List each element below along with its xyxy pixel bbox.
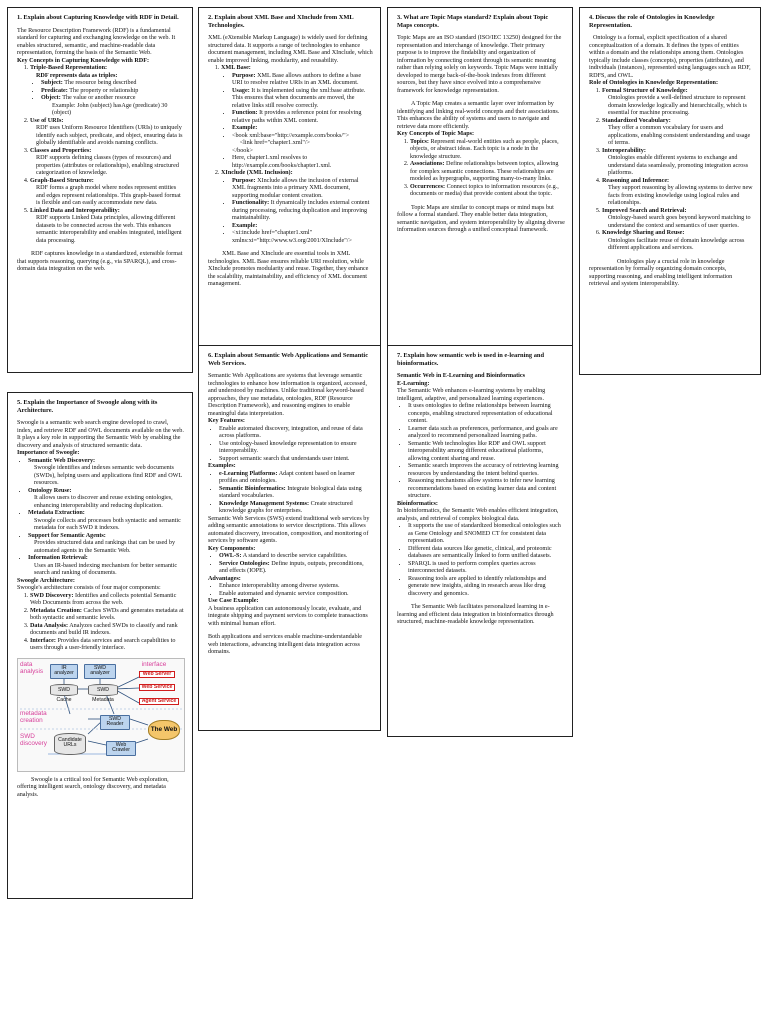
- swoogle-architecture-list: [17, 593, 185, 653]
- swoogle-outro: Swoogle is a critical tool for Semantic Web exploration, offering intelligent search, ontology discovery, and metadata analysis.: [17, 776, 169, 798]
- metadata-creation-label: metadata creation: [20, 709, 47, 724]
- sws-advantages-heading: Advantages:: [208, 575, 241, 582]
- elearn-title: 7. Explain how semantic web is used in e-learning and bioinformatics.: [397, 352, 545, 367]
- sws-examples-list: [208, 471, 373, 516]
- elearning-bioinformatics-box: [387, 345, 573, 737]
- sws-component-item: • Service Ontologies: Define inputs, outputs, preconditions, and effects (IOPE).: [219, 561, 373, 576]
- sws-intro: Semantic Web Applications are systems that leverage semantic technologies to enhance how information is organized, accessed, and understood by machines. Unlike traditional keyword-based approaches, they use metadata, ontologies, RDF (Resource Description Framework), and reasoning engines to enable meaningful data interpretation.: [208, 373, 367, 417]
- rdf-concept-item: 3. Classes and Properties: RDF supports defining classes (types of resources) and properties (attributes or relationships), enabling structured categorization of knowledge.: [30, 148, 185, 178]
- xml-answer-box: [198, 7, 381, 362]
- bio-list: [397, 523, 565, 598]
- elearn-list: [397, 403, 565, 501]
- swoogle-importance-list: [17, 458, 185, 578]
- elearn-intro: The Semantic Web enhances e-learning systems by enabling intelligent, adaptive, and personalized learning experiences.: [397, 388, 546, 402]
- the-web-node: The Web: [148, 720, 180, 740]
- topic-concept-item: 1. Topics: Represent real-world entities such as people, places, objects, or abstract ideas. Each topic is a node in the knowledge structure.: [410, 139, 565, 162]
- rdf-concept-item: 4. Graph-Based Structure: RDF forms a graph model where nodes represent entities and edges represent relationships. This graph-based format is flexible and can easily accommodate new data.: [30, 178, 185, 208]
- onto-role-heading: Role of Ontologies in Knowledge Representation:: [589, 80, 719, 87]
- rdf-triple-item: • Subject: The resource being described: [41, 80, 185, 88]
- sws-feature-item: • Use ontology-based knowledge representation to ensure interoperability.: [219, 441, 373, 456]
- rdf-outro: RDF captures knowledge in a standardized, extensible format that supports reasoning, querying (e.g., via SPARQL), and cross-domain data integration on the web.: [17, 251, 183, 273]
- rdf-triple-item: • Object: The value or another resource: [41, 95, 185, 103]
- sws-components-list: [208, 553, 373, 576]
- rdf-triple-item: • Predicate: The property or relationship: [41, 88, 185, 96]
- swd-cache-node: SWD Cache: [50, 684, 78, 696]
- onto-role-item: 5. Improved Search and Retrieval: Ontology-based search goes beyond keyword matching to understand the context and semantics of user queries.: [602, 208, 753, 231]
- swoogle-importance-item: • Semantic Web Discovery: Swoogle identifies and indexes semantic web documents (SWDs), helping users and applications find RDF and OWL resources.: [28, 458, 185, 488]
- xml-base-point: • Usage: It is implemented using the xml:base attribute. This ensures that when documents are moved, the relative links still resolve correctly.: [232, 88, 373, 111]
- swoogle-architecture-diagram: [17, 658, 185, 772]
- bio-item: • Different data sources like genetic, clinical, and proteomic databases are semantically linked to form unified datasets.: [408, 546, 565, 561]
- sws-component-item: • OWL-S: A standard to describe service capabilities.: [219, 553, 373, 561]
- semantic-web-services-box: [198, 345, 381, 731]
- onto-role-item: 4. Reasoning and Inference: They support reasoning by allowing systems to derive new facts from existing knowledge using logical rules and relationships.: [602, 178, 753, 208]
- bio-intro: In bioinformatics, the Semantic Web enables efficient integration, analysis, and retrieval of complex biological data.: [397, 508, 559, 522]
- rdf-concept-title: Triple-Based Representation:: [30, 65, 108, 72]
- rdf-concept-list: [17, 65, 185, 245]
- swoogle-importance-heading: Importance of Swoogle:: [17, 450, 80, 457]
- bio-item: • SPARQL is used to perform complex queries across interconnected datasets.: [408, 561, 565, 576]
- xml-base-point: • Example:: [232, 125, 373, 133]
- topic-intro-2: A Topic Map creates a semantic layer over information by identifying and linking real-world concepts and their associations. This enhances the ability of systems and users to navigate and retrieve data more efficiently.: [397, 101, 560, 130]
- onto-role-item: 3. Interoperability: Ontologies enable different systems to exchange and understand data seamlessly, promoting integration across platforms.: [602, 148, 753, 178]
- sws-components-heading: Key Components:: [208, 545, 256, 552]
- xml-base-point: • Function: It provides a reference point for resolving relative paths within XML content.: [232, 110, 373, 125]
- swoogle-importance-item: • Ontology Reuse: It allows users to discover and reuse existing ontologies, enhancing interoperability and reducing duplication.: [28, 488, 185, 511]
- swd-reader-node: SWD Reader: [100, 715, 130, 730]
- swoogle-importance-item: • Support for Semantic Agents: Provides structured data and rankings that can be used by automated agents in the Semantic Web.: [28, 533, 185, 556]
- sws-features-heading: Key Features:: [208, 418, 245, 425]
- rdf-concept-item: 2. Use of URIs: RDF uses Uniform Resource Identifiers (URIs) to uniquely identify each subject, predicate, and object, ensuring data is globally identifiable and avoids naming conflicts.: [30, 118, 185, 148]
- sws-feature-item: • Support semantic search that understands user intent.: [219, 456, 373, 464]
- bio-item: • It supports the use of standardized biomedical ontologies such as Gene Ontology and SNOMED CT for consistent data representation.: [408, 523, 565, 546]
- swoogle-architecture-item: 4. Interface: Provides data services and search capabilities to users through a user-friendly interface.: [30, 638, 185, 653]
- elearn-outro: The Semantic Web facilitates personalized learning in e-learning and efficient data integration in bioinformatics through structured, machine-readable knowledge representation.: [397, 604, 554, 626]
- ontologies-answer-box: [579, 7, 761, 375]
- rdf-concept-item: [30, 65, 185, 118]
- xml-base-point: • Purpose: XML Base allows authors to define a base URI to resolve relative URIs in an XML document.: [232, 73, 373, 88]
- sws-examples-heading: Examples:: [208, 463, 236, 470]
- swoogle-architecture-item: 3. Data Analysis: Analyzes cached SWDs to classify and rank documents and build IR indexes.: [30, 623, 185, 638]
- agent-service-node: Agent Service: [139, 698, 179, 705]
- xml-xinclude-code: • <xi:include href="chapter1.xml" xmlns:xi="http://www.w3.org/2001/XInclude"/>: [232, 230, 373, 245]
- topic-maps-answer-box: [387, 7, 573, 346]
- rdf-concept-text: RDF represents data as triples:: [36, 72, 118, 79]
- sws-usecase-heading: Use Case Example:: [208, 598, 259, 605]
- sws-outro: Both applications and services enable machine-understandable web interactions, advancing intelligent data integration across domains.: [208, 634, 362, 656]
- swoogle-architecture-item: 2. Metadata Creation: Caches SWDs and generates metadata at both syntactic and semantic levels.: [30, 608, 185, 623]
- xml-base-here: • Here, chapter1.xml resolves to http://example.com/books/chapter1.xml.: [232, 155, 373, 170]
- onto-role-item: 1. Formal Structure of Knowledge: Ontologies provide a well-defined structure to represent domain knowledge logically and hierarchically, which is essential for machine processing.: [602, 88, 753, 118]
- onto-outro: Ontologies play a crucial role in knowledge representation by formally organizing domain concepts, supporting reasoning, and enabling intelligent information retrieval and system interoperability.: [589, 258, 733, 288]
- swd-metadata-node: SWD Metadata: [88, 684, 118, 696]
- data-analysis-label: data analysis: [20, 660, 44, 675]
- sws-usecase-text: A business application can autonomously locate, evaluate, and integrate shipping and payment services to complete transactions with minimal human effort.: [208, 605, 368, 627]
- onto-intro: Ontology is a formal, explicit specification of a shared conceptualization of a domain. It defines the types of entities within a domain and the relationships among them. Ontologies typically include classes (concepts), properties (attributes), and individuals (instances), represented using languages such as RDF, RDFS, and OWL.: [589, 35, 751, 79]
- interface-label: interface: [141, 660, 167, 668]
- sws-feature-item: • Enable automated discovery, integration, and reuse of data across platforms.: [219, 426, 373, 441]
- sws-advantage-item: • Enhance interoperability among diverse systems.: [219, 583, 373, 591]
- swd-discovery-label: SWD discovery: [20, 732, 47, 747]
- sws-example-item: • e-Learning Platforms: Adapt content based on learner profiles and ontologies.: [219, 471, 373, 486]
- candidate-urls-node: Candidate URLs: [54, 733, 86, 755]
- topic-outro: Topic Maps are similar to concept maps or mind maps but follow a formal standard. They enable better data integration, semantic navigation, and system interoperability by aligning diverse information sources through a unified conceptual framework.: [397, 204, 565, 234]
- sws-services-paragraph: Semantic Web Services (SWS) extend traditional web services by adding semantic annotations to service descriptions. This allows automated discovery, invocation, composition, and monitoring of services by software agents.: [208, 515, 370, 545]
- xml-outro: XML Base and XInclude are essential tools in XML technologies. XML Base ensures reliable URI resolution, while XInclude promotes modularity and reuse. Together, they enhance the scalability, maintainability, and efficiency of XML document management.: [208, 251, 369, 288]
- sws-features-list: [208, 426, 373, 464]
- swoogle-importance-item: • Information Retrieval: Uses an IR-based indexing mechanism for better semantic search and ranking of documents.: [28, 555, 185, 578]
- elearn-item: • Learner data such as preferences, performance, and goals are analyzed to recommend personalized learning paths.: [408, 426, 565, 441]
- topic-concept-item: 3. Occurrences: Connect topics to information resources (e.g., documents or media) that provide content about the topic.: [410, 184, 565, 199]
- onto-role-item: 2. Standardized Vocabulary: They offer a common vocabulary for users and applications, enabling consistent understanding and usage of terms.: [602, 118, 753, 148]
- topic-concept-list: [397, 139, 565, 199]
- web-server-node: Web Server: [139, 671, 175, 678]
- sws-example-item: • Semantic Bioinformatics: Integrate biological data using standard vocabularies.: [219, 486, 373, 501]
- bio-item: • Reasoning tools are applied to identify relationships and generate new insights, aiding in research areas like drug discovery and genomics.: [408, 576, 565, 599]
- xml-list: [208, 65, 373, 245]
- bio-heading: Bioinformatics:: [397, 500, 438, 507]
- onto-title: 4. Discuss the role of Ontologies in Knowledge Representation.: [589, 14, 715, 29]
- elearn-item: • It uses ontologies to define relationships between learning concepts, enabling structured representation of educational content.: [408, 403, 565, 426]
- xml-xinclude-point: • Functionality: It dynamically includes external content during processing, reducing duplication and improving maintainability.: [232, 200, 373, 223]
- xml-xinclude-point: • Example:: [232, 223, 373, 231]
- elearn-heading: Semantic Web in E-Learning and Bioinformatics: [397, 373, 525, 380]
- swoogle-architecture-intro: Swoogle's architecture consists of four major components:: [17, 585, 161, 592]
- rdf-triple-list: [30, 80, 185, 103]
- sws-example-item: • Knowledge Management Systems: Create structured knowledge graphs for enterprises.: [219, 501, 373, 516]
- rdf-example: Example: John (subject) hasAge (predicate) 30 (object): [52, 102, 168, 117]
- topic-intro: Topic Maps are an ISO standard (ISO/IEC 13250) designed for the representation and interchange of knowledge. Their primary purpose is to improve the findability and organization of information by connecting content through its semantic meaning rather than relying solely on keywords. Topic Maps were initially developed to merge back-of-the-book indexes from different sources, but they have since evolved into a comprehensive framework for knowledge representation.: [397, 35, 562, 94]
- rdf-concept-item: 5. Linked Data and Interoperability: RDF supports Linked Data principles, allowing different datasets to be connected across the web. This enhances semantic interoperability and enables integrated, intelligent data processing.: [30, 208, 185, 246]
- ir-analyzer-node: IR analyzer: [50, 664, 78, 679]
- onto-role-item: 6. Knowledge Sharing and Reuse: Ontologies facilitate reuse of domain knowledge across different applications and services.: [602, 230, 753, 253]
- xml-base-item: 1. XML Base: • Purpose: XML Base allows authors to define a base URI to resolve relative URIs in an XML document. • Usage: It is implemented using the xml:base attribute. This ensures that when documents are moved, the relative links still resolve correctly. • Function: It provides a reference point for resolving relative paths within XML content. • Example: • <book xml:base="http://example.com/books/"> <link href="chapter1.xml"/> </book> • Here, chapter1.xml resolves to http://example.com/books/chapter1.xml.: [221, 65, 373, 170]
- elearn-item: • Reasoning mechanisms allow systems to infer new learning recommendations based on existing learner data and content structure.: [408, 478, 565, 501]
- elearn-item: • Semantic Web technologies like RDF and OWL support interoperability among different educational platforms, allowing content sharing and reuse.: [408, 441, 565, 464]
- xml-xinclude-point: • Purpose: XInclude allows the inclusion of external XML fragments into a primary XML document, supporting modular content creation.: [232, 178, 373, 201]
- swoogle-importance-item: • Metadata Extraction: Swoogle collects and processes both syntactic and semantic metadata for each SWD it indexes.: [28, 510, 185, 533]
- rdf-answer-box: [7, 7, 193, 373]
- topic-title: 3. What are Topic Maps standard? Explain about Topic Maps concepts.: [397, 14, 549, 29]
- swoogle-intro: Swoogle is a semantic web search engine developed to crawl, index, and retrieve RDF and OWL documents available on the web. It plays a key role in supporting the Semantic Web by enabling the discovery and analysis of structured semantic data.: [17, 420, 184, 449]
- sws-advantage-item: • Enable automated and dynamic service composition.: [219, 591, 373, 599]
- web-crawler-node: Web Crawler: [106, 741, 136, 756]
- swoogle-answer-box: [7, 392, 193, 899]
- topic-key-heading: Key Concepts of Topic Maps:: [397, 131, 475, 138]
- swoogle-architecture-item: 1. SWD Discovery: Identifies and collects potential Semantic Web Documents from across the web.: [30, 593, 185, 608]
- rdf-intro: The Resource Description Framework (RDF) is a fundamental standard for capturing and exchanging knowledge on the web. It enables structured, semantic, and machine-readable data representation, forming the basis of the Semantic Web.: [17, 27, 176, 57]
- swoogle-title: 5. Explain the Importance of Swoogle along with its Architecture.: [17, 399, 158, 414]
- xml-title: 2. Explain about XML Base and XInclude from XML Technologies.: [208, 14, 354, 29]
- onto-role-list: [589, 88, 753, 253]
- web-service-node: Web Service: [139, 684, 175, 691]
- topic-concept-item: 2. Associations: Define relationships between topics, allowing for complex semantic connections. These relationships are modeled as hypergraphs, supporting many-to-many links.: [410, 161, 565, 184]
- elearn-subheading: E-Learning:: [397, 380, 430, 387]
- xml-intro: XML (eXtensible Markup Language) is widely used for defining structured data. It supports a range of technologies to enhance document management, including XML Base and XInclude, which enable improved linking, modularity, and reusability.: [208, 35, 373, 64]
- elearn-item: • Semantic search improves the accuracy of retrieving learning resources by understanding the intent behind queries.: [408, 463, 565, 478]
- swoogle-architecture-heading: Swoogle Architecture:: [17, 577, 75, 584]
- sws-title: 6. Explain about Semantic Web Applications and Semantic Web Services.: [208, 352, 369, 367]
- rdf-title: 1. Explain about Capturing Knowledge with RDF in Detail.: [17, 14, 179, 21]
- rdf-key-heading: Key Concepts in Capturing Knowledge with RDF:: [17, 57, 150, 64]
- xml-base-code: • <book xml:base="http://example.com/books/"> <link href="chapter1.xml"/> </book>: [232, 133, 373, 156]
- xml-xinclude-item: 2. XInclude (XML Inclusion): • Purpose: XInclude allows the inclusion of external XML fragments into a primary XML document, supporting modular content creation. • Functionality: It dynamically includes external content during processing, reducing duplication and improving maintainability. • Example: • <xi:include href="chapter1.xml" xmlns:xi="http://www.w3.org/2001/XInclude"/>: [221, 170, 373, 245]
- sws-advantages-list: [208, 583, 373, 598]
- swd-analyzer-node: SWD analyzer: [84, 664, 116, 679]
